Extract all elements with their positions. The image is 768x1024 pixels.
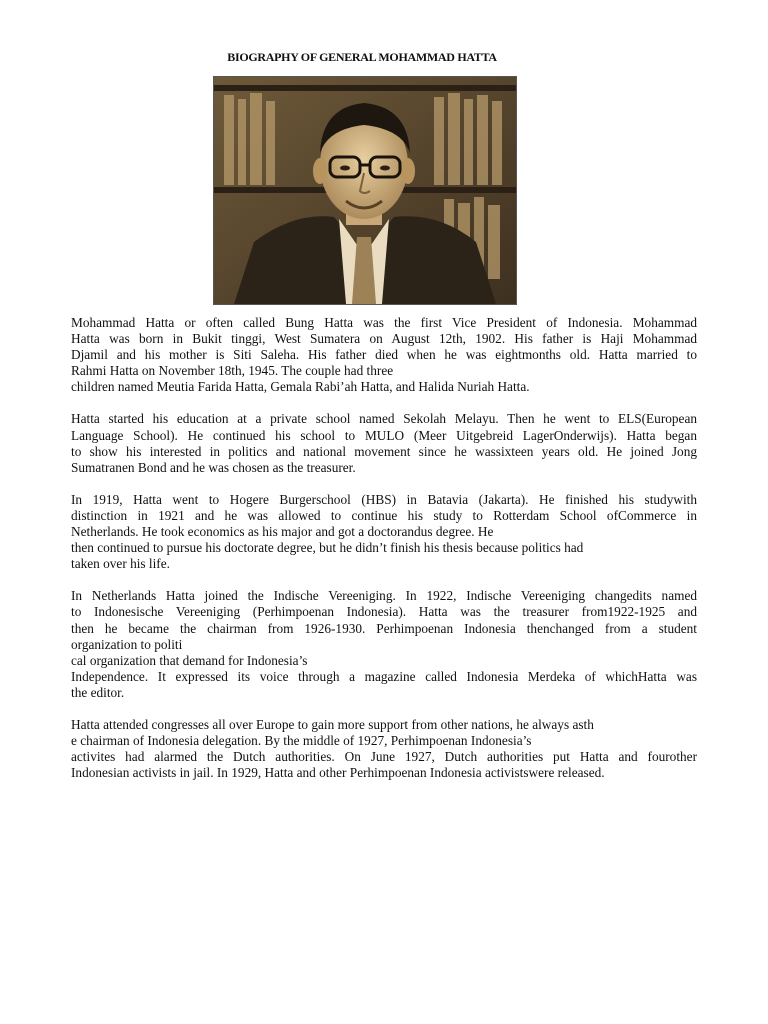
text-line: Sumatranen Bond and he was chosen as the treasurer. xyxy=(71,459,356,475)
text-line: activites had alarmed the Dutch authorities. On June 1927, Dutch authorities put Hatta and fourother xyxy=(71,749,697,765)
paragraph-3 xyxy=(71,492,697,572)
text-line: e chairman of Indonesia delegation. By the middle of 1927, Perhimpoenan Indonesia’s xyxy=(71,733,532,749)
text-line: Hatta was born in Bukit tinggi, West Sumatera on August 12th, 1902. His father is Haji Mohammad xyxy=(71,331,697,347)
text-line: In 1919, Hatta went to Hogere Burgerschool (HBS) in Batavia (Jakarta). He finished his studywith xyxy=(71,491,697,507)
paragraph-2 xyxy=(71,411,697,475)
paragraph-5 xyxy=(71,717,697,781)
text-line: to Indonesische Vereeniging (Perhimpoenan Indonesia). Hatta was the treasurer from1922-1925 and xyxy=(71,604,697,620)
text-line: Language School). He continued his school to MULO (Meer Uitgebreid LagerOnderwijs). Hatta began xyxy=(71,427,697,443)
text-line: Hatta attended congresses all over Europe to gain more support from other nations, he always asth xyxy=(71,716,594,732)
biography-text xyxy=(71,315,697,797)
text-line: Djamil and his mother is Siti Saleha. His father died when he was eightmonths old. Hatta married to xyxy=(71,347,697,363)
text-line: In Netherlands Hatta joined the Indische Vereeniging. In 1922, Indische Vereeniging changedits named xyxy=(71,588,697,604)
text-line: Indonesian activists in jail. In 1929, Hatta and other Perhimpoenan Indonesia activistswere released. xyxy=(71,765,605,781)
text-line: Netherlands. He took economics as his major and got a doctorandus degree. He xyxy=(71,524,494,540)
text-line: taken over his life. xyxy=(71,556,170,572)
text-line: the editor. xyxy=(71,684,125,700)
text-line: cal organization that demand for Indonesia’s xyxy=(71,652,308,668)
text-line: children named Meutia Farida Hatta, Gemala Rabi’ah Hatta, and Halida Nuriah Hatta. xyxy=(71,379,530,395)
text-line: organization to politi xyxy=(71,636,183,652)
text-line: Independence. It expressed its voice through a magazine called Indonesia Merdeka of whichHatta was xyxy=(71,668,697,684)
text-line: Mohammad Hatta or often called Bung Hatta was the first Vice President of Indonesia. Mohammad xyxy=(71,315,697,330)
portrait-photo xyxy=(213,76,517,305)
text-line: distinction in 1921 and he was allowed to continue his study to Rotterdam School ofCommerce in xyxy=(71,507,697,523)
text-line: to show his interested in politics and national movement since he wassixteen years old. He joined Jong xyxy=(71,443,697,459)
text-line: Hatta started his education at a private school named Sekolah Melayu. Then he went to ELS(European xyxy=(71,411,697,427)
text-line: then he became the chairman from 1926-1930. Perhimpoenan Indonesia thenchanged from a student xyxy=(71,620,697,636)
text-line: then continued to pursue his doctorate degree, but he didn’t finish his thesis because politics had xyxy=(71,540,584,556)
paragraph-4 xyxy=(71,588,697,701)
page-title: BIOGRAPHY OF GENERAL MOHAMMAD HATTA xyxy=(227,50,497,64)
text-line: Rahmi Hatta on November 18th, 1945. The couple had three xyxy=(71,363,394,379)
paragraph-1 xyxy=(71,315,697,395)
